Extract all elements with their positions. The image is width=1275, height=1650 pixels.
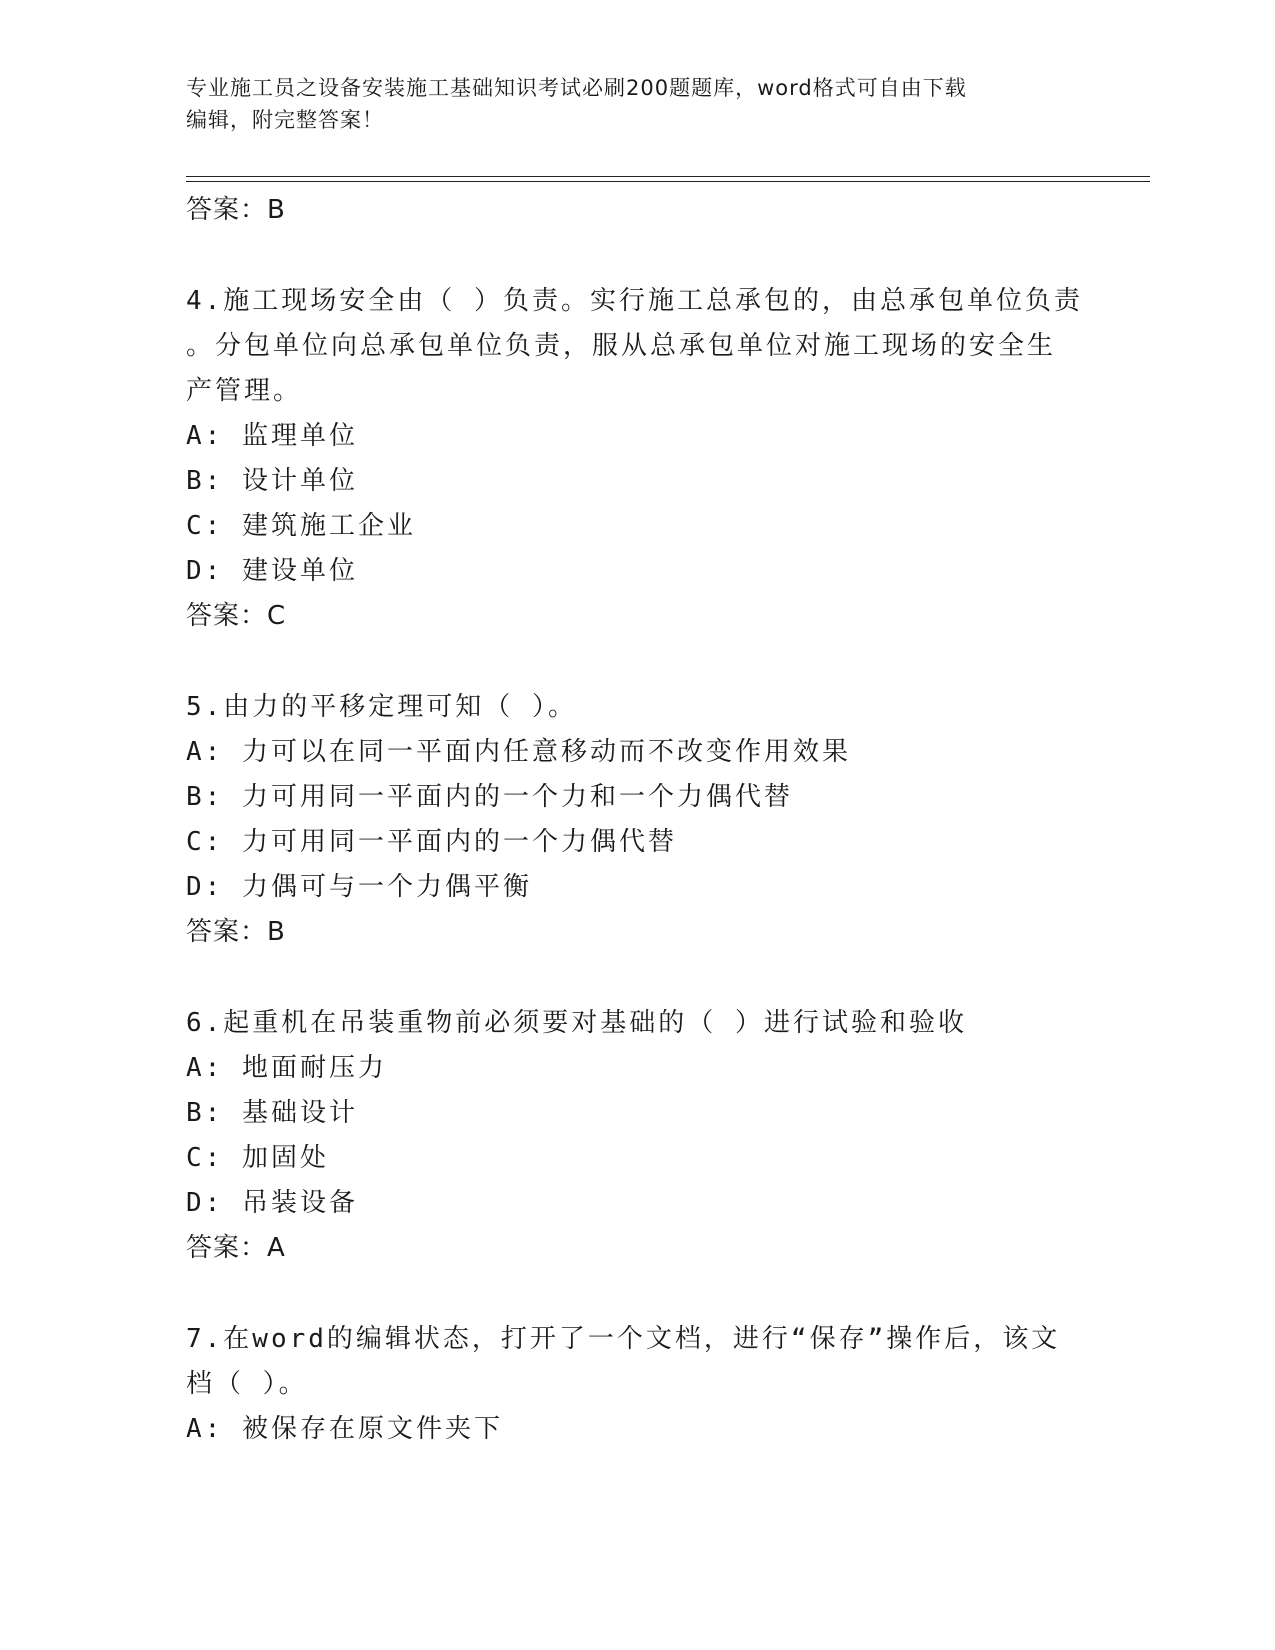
option-a: A: 被保存在原文件夹下 xyxy=(186,1414,503,1444)
option-b: B: 设计单位 xyxy=(186,466,358,496)
question-5 xyxy=(186,685,1086,955)
option-c: C: 力可用同一平面内的一个力偶代替 xyxy=(186,827,677,857)
question-stem-line: 6.起重机在吊装重物前必须要对基础的（ ）进行试验和验收 xyxy=(186,1008,967,1038)
document-header xyxy=(186,72,1066,136)
question-7 xyxy=(186,1317,1086,1452)
option-c: C: 加固处 xyxy=(186,1143,329,1173)
option-d: D: 吊装设备 xyxy=(186,1188,358,1218)
question-stem-line: 7.在word的编辑状态，打开了一个文档，进行“保存”操作后，该文 xyxy=(186,1324,1061,1354)
question-stem-line: 4.施工现场安全由（ ）负责。实行施工总承包的，由总承包单位负责 xyxy=(186,286,1083,316)
option-a: A: 地面耐压力 xyxy=(186,1053,387,1083)
question-stem-line: 产管理。 xyxy=(186,376,303,406)
question-6 xyxy=(186,1001,1086,1271)
option-c: C: 建筑施工企业 xyxy=(186,511,416,541)
question-stem-line: 。分包单位向总承包单位负责，服从总承包单位对施工现场的安全生 xyxy=(186,331,1057,361)
header-line-2: 编辑，附完整答案！ xyxy=(186,108,384,132)
header-rule-top xyxy=(186,176,1150,177)
option-a: A: 监理单位 xyxy=(186,421,358,451)
option-b: B: 力可用同一平面内的一个力和一个力偶代替 xyxy=(186,782,793,812)
answer-line: 答案：B xyxy=(186,195,286,225)
question-4 xyxy=(186,279,1086,639)
question-content xyxy=(186,188,1086,1452)
option-d: D: 建设单位 xyxy=(186,556,358,586)
header-line-1: 专业施工员之设备安装施工基础知识考试必刷200题题库，word格式可自由下载 xyxy=(186,76,967,100)
answer-line: 答案：C xyxy=(186,601,287,631)
answer-line: 答案：B xyxy=(186,917,286,947)
answer-line: 答案：A xyxy=(186,1233,286,1263)
option-d: D: 力偶可与一个力偶平衡 xyxy=(186,872,532,902)
question-stem-line: 档（ ）。 xyxy=(186,1369,308,1399)
header-rule-bottom xyxy=(186,181,1150,182)
question-stem-line: 5.由力的平移定理可知（ ）。 xyxy=(186,692,577,722)
option-b: B: 基础设计 xyxy=(186,1098,358,1128)
option-a: A: 力可以在同一平面内任意移动而不改变作用效果 xyxy=(186,737,851,767)
